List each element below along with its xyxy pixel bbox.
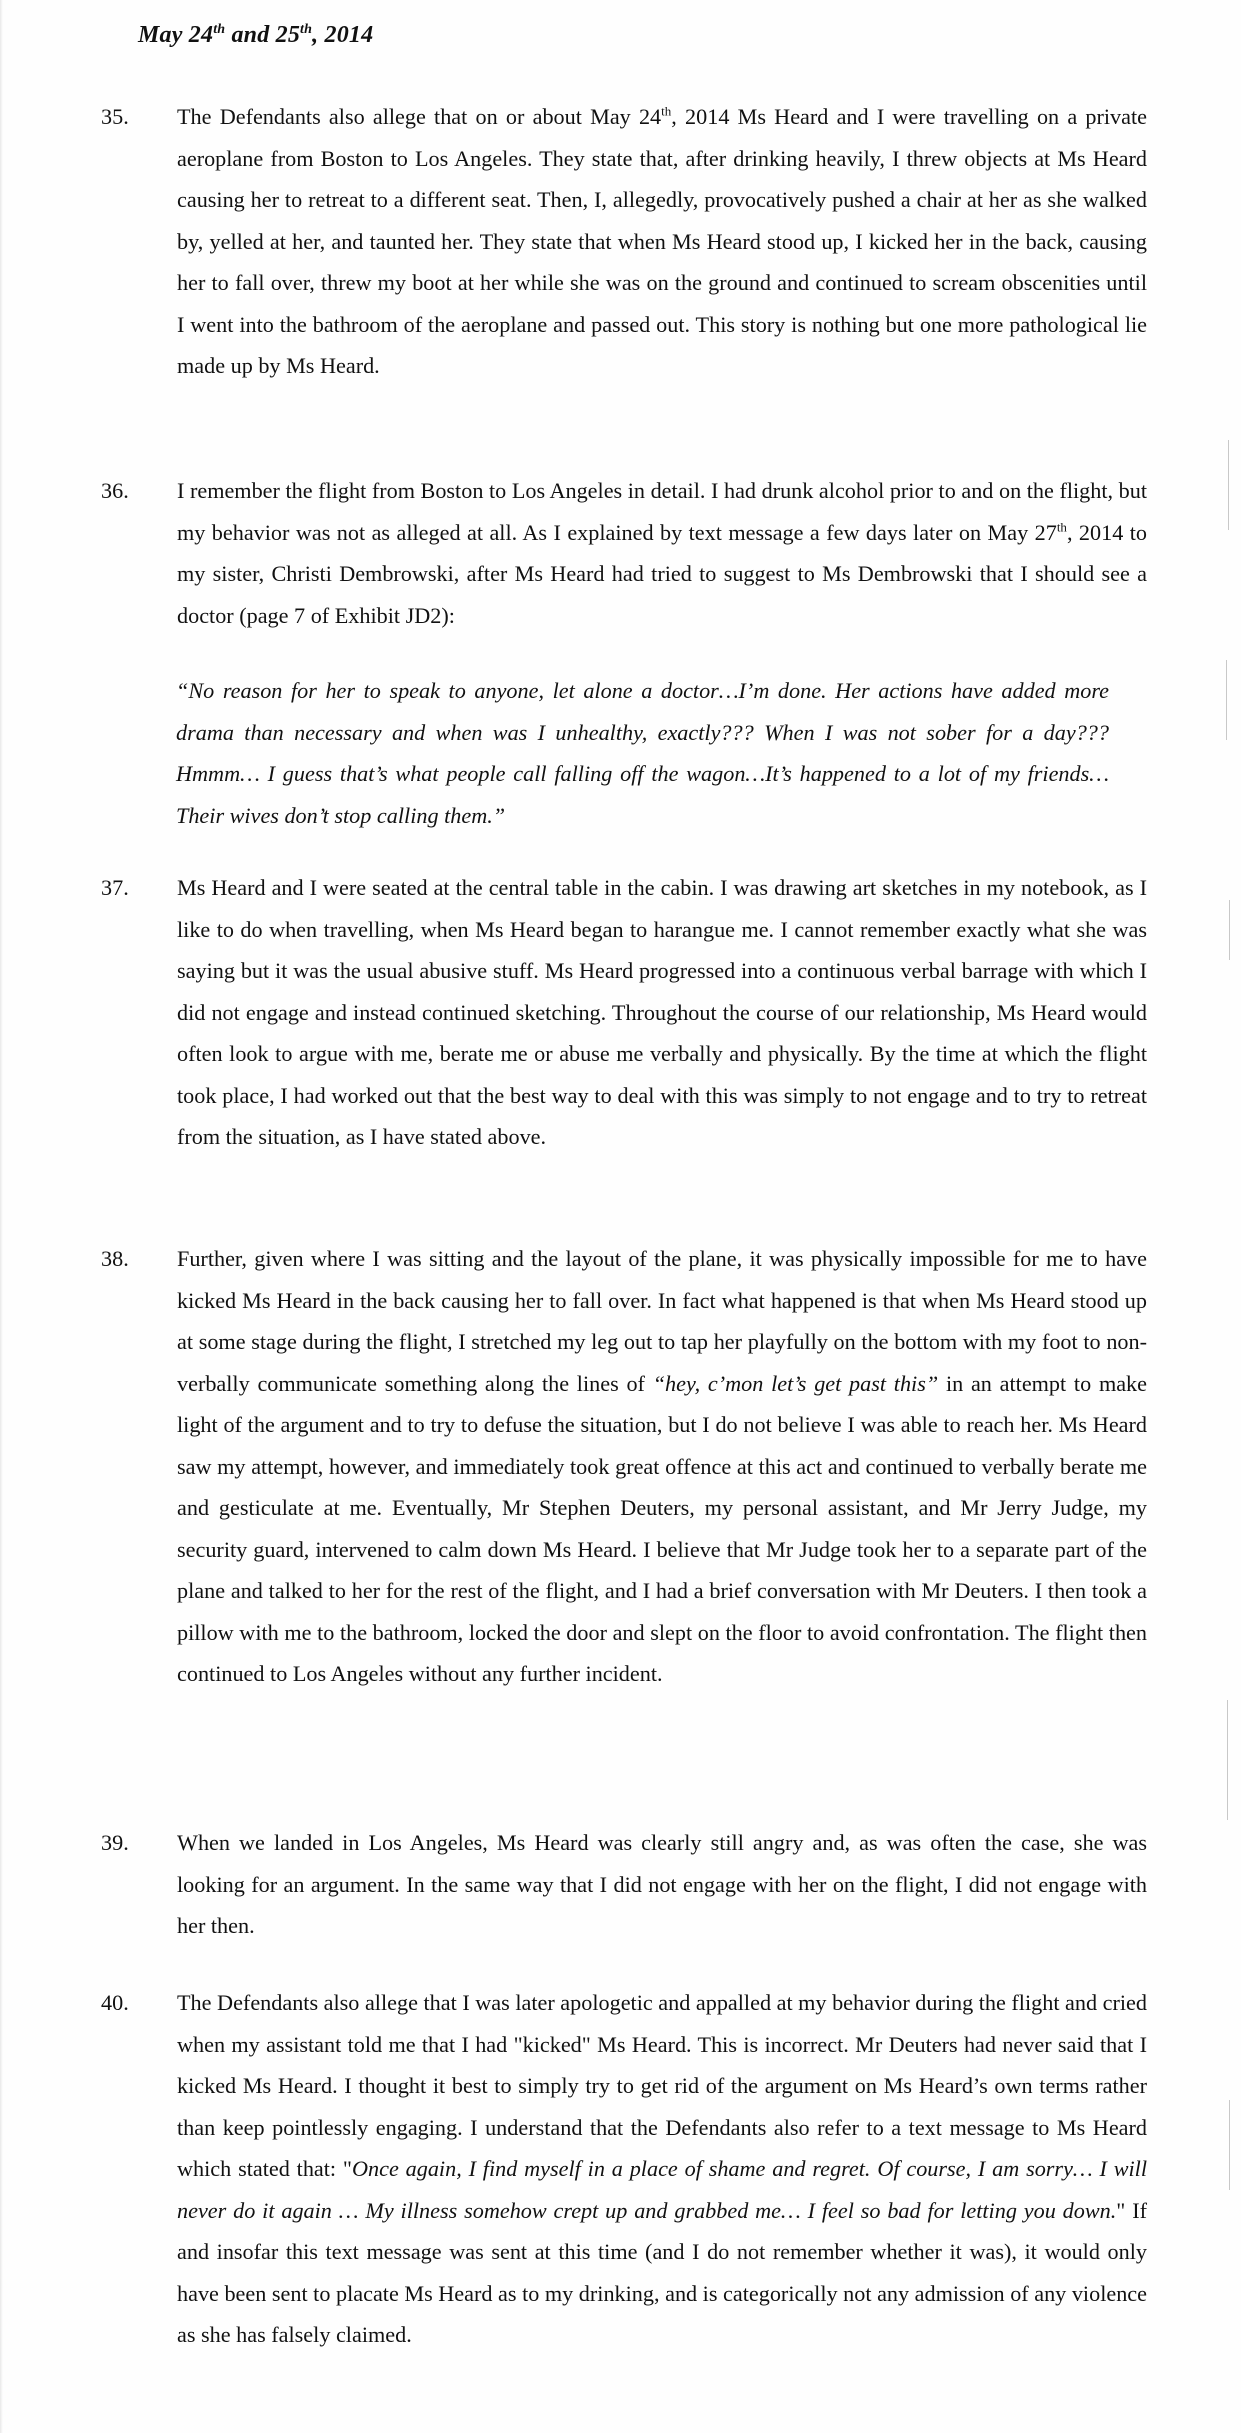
paragraph-text: When we landed in Los Angeles, Ms Heard was clearly still angry and, as was often the case, she was looking for an argument. In the same way that I did not engage with her on the flight, I did not engage with her then. — [177, 1830, 1147, 1938]
scan-artifact — [1227, 1700, 1228, 1820]
paragraph-text: The Defendants also allege that on or about May 24th, 2014 Ms Heard and I were travelling on a private aeroplane from Boston to Los Angeles. They state that, after drinking heavily, I threw objects at Ms Heard causing her to retreat to a different seat. Then, I, allegedly, provocatively pushed a chair at her as she walked by, yelled at her, and taunted her. They state that when Ms Heard stood up, I kicked her in the back, causing her to fall over, threw my boot at her while she was on the ground and continued to scream obscenities until I went into the bathroom of the aeroplane and passed out. This story is nothing but one more pathological lie made up by Ms Heard. — [177, 103, 1147, 378]
paragraph-37 — [101, 867, 1147, 1158]
scan-edge — [0, 0, 3, 2433]
paragraph-40 — [101, 1982, 1148, 2356]
paragraph-38 — [101, 1238, 1147, 1695]
scan-artifact — [1228, 440, 1229, 530]
scan-artifact — [1226, 660, 1227, 740]
paragraph-number: 35. — [101, 104, 129, 129]
scan-artifact — [1229, 900, 1230, 960]
paragraph-36 — [101, 470, 1147, 636]
paragraph-text: Ms Heard and I were seated at the central table in the cabin. I was drawing art sketches in my notebook, as I like to do when travelling, when Ms Heard began to harangue me. I cannot remember exactly what she was saying but it was the usual abusive stuff. Ms Heard progressed into a continuous verbal barrage with which I did not engage and instead continued sketching. Throughout the course of our relationship, Ms Heard would often look to argue with me, berate me or abuse me verbally and physically. By the time at which the flight took place, I had worked out that the best way to deal with this was simply to not engage and to try to retreat from the situation, as I have stated above. — [177, 875, 1147, 1149]
paragraph-35 — [101, 96, 1147, 387]
paragraph-number: 40. — [101, 1990, 129, 2015]
paragraph-text: I remember the flight from Boston to Los Angeles in detail. I had drunk alcohol prior to and on the flight, but my behavior was not as alleged at all. As I explained by text message a few days later on May 27th, 2014 to my sister, Christi Dembrowski, after Ms Heard had tried to suggest to Ms Dembrowski that I should see a doctor (page 7 of Exhibit JD2): — [177, 478, 1147, 628]
paragraph-number: 38. — [101, 1246, 129, 1271]
paragraph-text: Further, given where I was sitting and the layout of the plane, it was physically impossible for me to have kicked Ms Heard in the back causing her to fall over. In fact what happened is that when Ms Heard stood up at some stage during the flight, I stretched my leg out to tap her playfully on the bottom with my foot to non-verbally communicate something along the lines of “hey, c’mon let’s get past this” in an attempt to make light of the argument and to try to defuse the situation, but I do not believe I was able to reach her. Ms Heard saw my attempt, however, and immediately took great offence at this act and continued to verbally berate me and gesticulate at me. Eventually, Mr Stephen Deuters, my personal assistant, and Mr Jerry Judge, my security guard, intervened to calm down Ms Heard. I believe that Mr Judge took her to a separate part of the plane and talked to her for the rest of the flight, and I had a brief conversation with Mr Deuters. I then took a pillow with me to the bathroom, locked the door and slept on the floor to avoid confrontation. The flight then continued to Los Angeles without any further incident. — [177, 1246, 1147, 1686]
paragraph-39 — [101, 1822, 1147, 1947]
paragraph-number: 36. — [101, 478, 129, 503]
text-message-quote: “No reason for her to speak to anyone, let alone a doctor…I’m done. Her actions have added more drama than necessary and when was I unhealthy, exactly??? When I was not sober for a day??? Hmmm… I guess that’s what people call falling off the wagon…It’s happened to a lot of my friends…Their wives don’t stop calling them.” — [176, 678, 1109, 828]
scan-artifact — [1229, 2100, 1230, 2190]
section-heading: May 24th and 25th, 2014 — [138, 22, 374, 48]
paragraph-number: 37. — [101, 875, 129, 900]
paragraph-text: The Defendants also allege that I was later apologetic and appalled at my behavior during the flight and cried when my assistant told me that I had "kicked" Ms Heard. This is incorrect. Mr Deuters had never said that I kicked Ms Heard. I thought it best to simply try to get rid of the argument on Ms Heard’s own terms rather than keep pointlessly engaging. I understand that the Defendants also refer to a text message to Ms Heard which stated that: "Once again, I find myself in a place of shame and regret. Of course, I am sorry… I will never do it again … My illness somehow crept up and grabbed me… I feel so bad for letting you down." If and insofar this text message was sent at this time (and I do not remember whether it was), it would only have been sent to placate Ms Heard as to my drinking, and is categorically not any admission of any violence as she has falsely claimed. — [177, 1990, 1148, 2347]
paragraph-number: 39. — [101, 1830, 129, 1855]
